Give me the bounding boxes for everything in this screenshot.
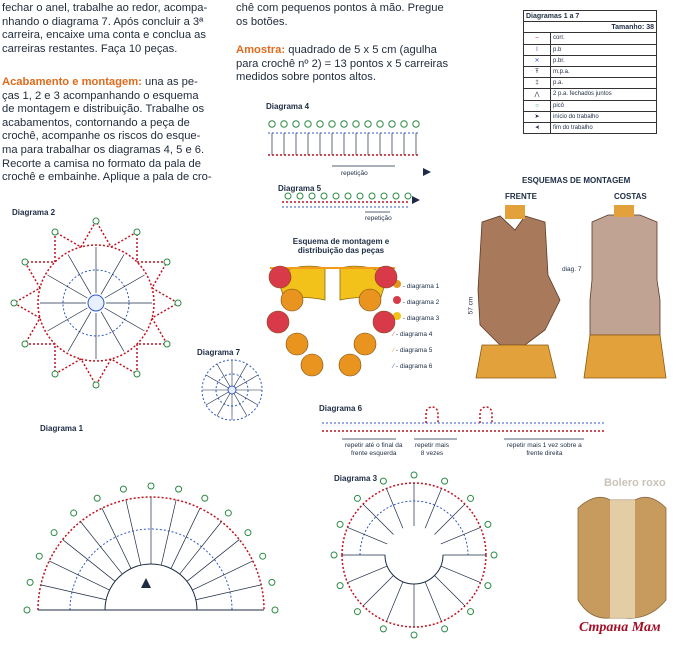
point-stitch — [14, 288, 40, 318]
pico-icon — [468, 609, 474, 615]
pico-icon — [175, 300, 181, 306]
pico-icon — [389, 121, 395, 127]
pico-icon — [411, 472, 417, 478]
diagram-6-label: Diagrama 6 — [319, 404, 363, 413]
spoke-stitch — [63, 540, 115, 582]
spoke-stitch — [68, 255, 91, 295]
spoke-stitch — [234, 393, 247, 416]
pico-icon — [337, 583, 343, 589]
spoke-stitch — [347, 527, 387, 543]
pico-icon — [442, 478, 448, 484]
diagram-7-label: Diagrama 7 — [197, 348, 241, 357]
pico-icon — [93, 218, 99, 224]
legend-item: - diagrama 3 — [393, 311, 439, 327]
pico-icon — [36, 553, 42, 559]
d6-note-mid: repetir mais 8 vezes — [415, 442, 449, 457]
watermark: Страна Мам — [579, 620, 661, 635]
mid-text: chê com pequenos pontos à mão. Pregue os botões. — [236, 2, 444, 28]
repeat-label: repetição — [365, 215, 392, 222]
intro-text: fechar o anel, trabalhe ao redor, acompa- nhando o diagrama 7. Após concluir a 3ª carreira, encaixe uma conta e conclua as carreiras restantes. Faça 10 peças. — [2, 2, 208, 55]
pico-icon — [377, 121, 383, 127]
spoke-stitch — [217, 364, 230, 387]
spoke-stitch — [49, 561, 109, 590]
spoke-stitch — [235, 392, 258, 405]
pico-icon — [485, 583, 491, 589]
piece-disc — [359, 289, 381, 311]
pico-icon — [353, 121, 359, 127]
legend-symbol-icon: ⋀ — [524, 89, 551, 100]
frente-vest-drawing — [476, 205, 560, 378]
legend-row: Ŧ m.p.a. — [524, 66, 657, 77]
legend-row: ○ picô — [524, 100, 657, 111]
pico-icon — [51, 530, 57, 536]
pico-icon — [22, 259, 28, 265]
spoke-stitch — [217, 393, 230, 416]
legend-row: ➤ fim do trabalho — [524, 122, 657, 133]
spoke-stitch — [187, 540, 239, 582]
point-stitch — [111, 344, 137, 374]
piece-disc — [354, 333, 376, 355]
pico-icon — [260, 553, 266, 559]
legend-item: - diagrama 2 — [393, 295, 439, 311]
spoke-stitch — [68, 312, 91, 352]
spoke-stitch — [425, 582, 441, 622]
spoke-stitch — [234, 364, 247, 387]
legend-symbol-icon: Ŧ — [524, 66, 551, 77]
legend-item: ⁄ - diagrama 6 — [393, 363, 433, 370]
spoke-stitch — [48, 308, 88, 331]
spoke-stitch — [363, 504, 393, 534]
legend-item: ⁄ - diagrama 4 — [393, 331, 433, 338]
pico-icon — [225, 510, 231, 516]
legend-size: Tamanho: 38 — [524, 22, 657, 33]
diagram-7-drawing — [202, 360, 262, 420]
montagem-title: ESQUEMAS DE MONTAGEM — [522, 176, 631, 185]
spoke-stitch — [180, 522, 222, 574]
pico-icon — [164, 259, 170, 265]
pico-icon — [413, 121, 419, 127]
diagram-2-drawing — [11, 218, 181, 388]
measure-57: 57 cm — [467, 296, 475, 315]
legend-row: I p.b — [524, 44, 657, 55]
pico-icon — [337, 521, 343, 527]
diagram-2-label: Diagrama 2 — [12, 208, 56, 217]
pico-icon — [365, 121, 371, 127]
d6-note-left: repetir até o final da frente esquerda — [345, 442, 403, 457]
diagram-3-drawing — [331, 472, 497, 638]
spoke-stitch — [386, 488, 402, 528]
diagram-4-label: Diagrama 4 — [266, 102, 310, 111]
slash-icon: ⁄ — [393, 347, 395, 354]
point-stitch — [81, 221, 111, 247]
point-stitch — [25, 318, 55, 344]
spoke-stitch — [435, 504, 465, 534]
pico-icon — [120, 486, 126, 492]
spoke-stitch — [206, 375, 229, 388]
pico-icon — [331, 552, 337, 558]
pico-icon — [134, 229, 140, 235]
pico-icon — [93, 382, 99, 388]
pico-icon — [329, 121, 335, 127]
spoke-stitch — [435, 576, 465, 606]
sample-text: Amostra: quadrado de 5 x 5 cm (agulha para crochê nº 2) = 13 pontos x 5 carreiras medidos sobre pontos altos. — [236, 44, 449, 84]
pico-icon — [317, 121, 323, 127]
pico-icon — [202, 495, 208, 501]
frente-label: FRENTE — [505, 192, 537, 201]
pico-icon — [333, 193, 339, 199]
pico-icon — [71, 510, 77, 516]
piece-disc — [286, 333, 308, 355]
legend-row: ✕ p.br. — [524, 55, 657, 66]
pico-icon — [52, 229, 58, 235]
spoke-stitch — [347, 566, 387, 582]
point-stitch — [152, 288, 178, 318]
spoke-stitch — [441, 566, 481, 582]
pico-icon — [164, 341, 170, 347]
pico-icon — [354, 495, 360, 501]
pico-icon — [381, 193, 387, 199]
piece-disc — [375, 266, 397, 288]
pico-icon — [134, 371, 140, 377]
spoke-stitch — [441, 527, 481, 543]
piece-disc — [373, 311, 395, 333]
legend-row: ➤ início do trabalho — [524, 111, 657, 122]
pico-icon — [380, 626, 386, 632]
spoke-stitch — [425, 488, 441, 528]
spoke-stitch — [48, 275, 88, 298]
pico-icon — [401, 121, 407, 127]
pico-icon — [94, 495, 100, 501]
pico-icon — [341, 121, 347, 127]
costas-vest-drawing — [584, 205, 666, 378]
spoke-stitch — [102, 508, 131, 568]
point-stitch — [81, 359, 111, 385]
legend-row: ‡ p.a. — [524, 78, 657, 89]
pico-icon — [148, 483, 154, 489]
spoke-stitch — [196, 585, 261, 600]
spoke-stitch — [235, 375, 258, 388]
pico-icon — [285, 193, 291, 199]
spoke-stitch — [126, 500, 141, 565]
legend-title: Diagramas 1 a 7 — [524, 11, 657, 22]
pico-icon — [345, 193, 351, 199]
piece-disc — [301, 354, 323, 376]
spoke-stitch — [101, 312, 124, 352]
legend-item: - diagrama 1 — [393, 279, 439, 295]
legend-symbol-icon: I — [524, 44, 551, 55]
bolero-heading: Bolero roxo — [604, 477, 666, 489]
piece-disc — [269, 266, 291, 288]
diagram-1-drawing — [24, 483, 278, 613]
legend-symbol-icon: ➤ — [524, 111, 551, 122]
diagram-5-drawing — [282, 193, 420, 212]
pico-icon — [52, 371, 58, 377]
diagram-3-label: Diagrama 3 — [334, 474, 378, 483]
pico-icon — [293, 121, 299, 127]
pico-icon — [369, 193, 375, 199]
spoke-stitch — [171, 508, 200, 568]
pico-icon — [297, 193, 303, 199]
esquema-title: Esquema de montagem e distribuição das peças — [292, 237, 390, 255]
legend-symbol-icon: ➤ — [524, 122, 551, 133]
end-arrow-icon — [423, 168, 431, 176]
legend-symbol-icon: ‡ — [524, 78, 551, 89]
spoke-stitch — [192, 561, 252, 590]
spoke-stitch — [386, 582, 402, 622]
pico-icon — [27, 579, 33, 585]
pico-icon — [393, 193, 399, 199]
pico-icon — [405, 193, 411, 199]
esquema-drawing — [267, 266, 397, 376]
piece-disc — [339, 354, 361, 376]
pico-icon — [357, 193, 363, 199]
legend-row: ⋀ 2 p.a. fechados juntos — [524, 89, 657, 100]
legend-symbol-icon: ✕ — [524, 55, 551, 66]
pico-icon — [321, 193, 327, 199]
slash-icon: ⁄ — [393, 331, 395, 338]
pico-icon — [305, 121, 311, 127]
pico-icon — [24, 607, 30, 613]
legend-row: – corr. — [524, 33, 657, 44]
diag7-label: diag. 7 — [562, 266, 582, 273]
piece-disc — [267, 311, 289, 333]
legend-symbol-icon: ○ — [524, 100, 551, 111]
pico-icon — [485, 521, 491, 527]
spoke-stitch — [81, 522, 123, 574]
spoke-stitch — [41, 585, 106, 600]
spoke-stitch — [105, 308, 145, 331]
point-stitch — [137, 318, 167, 344]
point-stitch — [55, 344, 81, 374]
pico-icon — [442, 626, 448, 632]
pico-icon — [468, 495, 474, 501]
diagram-1-label: Diagrama 1 — [40, 424, 84, 433]
pico-icon — [491, 552, 497, 558]
d6-note-right: repetir mais 1 vez sobre a frente direita — [507, 442, 582, 457]
repeat-label: repetição — [341, 170, 368, 177]
pico-icon — [354, 609, 360, 615]
diagram-5-label: Diagrama 5 — [278, 184, 322, 193]
pico-icon — [269, 121, 275, 127]
pico-icon — [176, 486, 182, 492]
pico-icon — [22, 341, 28, 347]
legend-symbol-icon: – — [524, 33, 551, 44]
slash-icon: ⁄ — [393, 363, 395, 370]
pico-icon — [380, 478, 386, 484]
pico-icon — [281, 121, 287, 127]
start-arrow-icon — [141, 578, 151, 588]
pico-icon — [309, 193, 315, 199]
spoke-stitch — [161, 500, 176, 565]
bolero-photo — [578, 497, 666, 618]
spoke-stitch — [101, 255, 124, 295]
pico-icon — [272, 607, 278, 613]
spoke-stitch — [105, 275, 145, 298]
diagram-4-drawing — [268, 121, 431, 176]
diagram-6-drawing — [322, 407, 604, 439]
legend-item: ⁄ - diagrama 5 — [393, 347, 433, 354]
finishing-text: Acabamento e montagem: una as pe- ças 1, 2 e 3 acompanhando o esquema de montagem e distribuição. Trabalhe os acabamentos, contornando a peça de crochê, acompanhe os riscos do esque- ma para trabalhar os diagramas 4, 5 e 6. Recorte a camisa no formato da pala de crochê e embainhe. Aplique a pala de cro- — [2, 76, 212, 184]
spoke-stitch — [206, 392, 229, 405]
pico-icon — [269, 579, 275, 585]
piece-disc — [281, 289, 303, 311]
end-arrow-icon — [412, 196, 420, 204]
pico-icon — [411, 632, 417, 638]
pico-icon — [245, 530, 251, 536]
costas-label: COSTAS — [614, 192, 647, 201]
spoke-stitch — [363, 576, 393, 606]
pico-icon — [11, 300, 17, 306]
